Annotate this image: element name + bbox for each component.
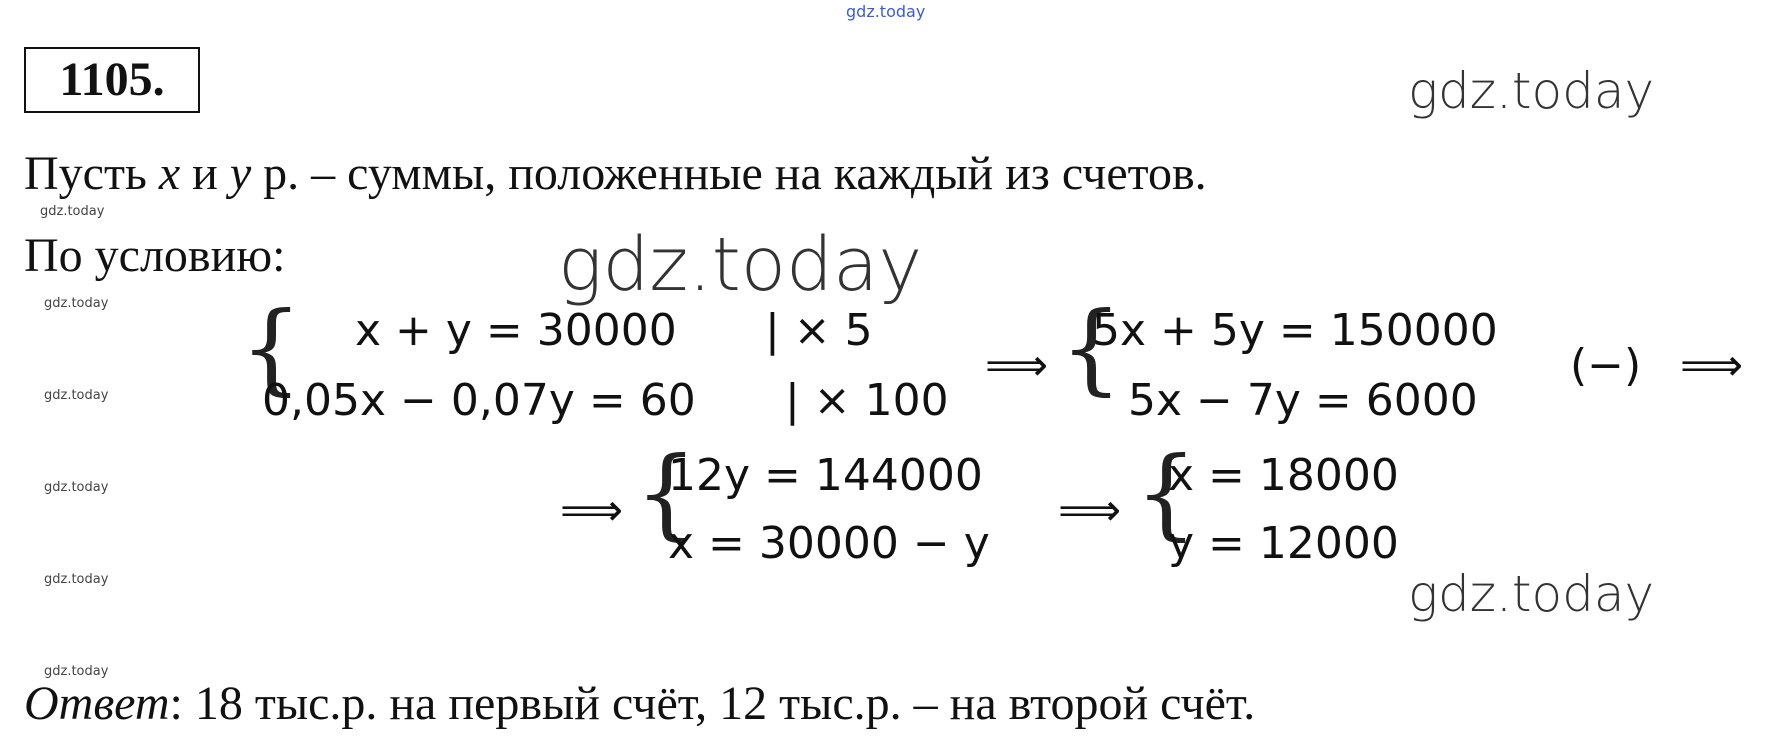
var-y: y <box>229 147 252 200</box>
watermark-small-5: gdz.today <box>44 572 109 587</box>
watermark-center: gdz.today <box>558 222 923 308</box>
system3-brace: { <box>635 437 698 551</box>
implies-arrow-3: ⟹ <box>560 485 624 536</box>
system2-line1: 5x + 5y = 150000 <box>1092 305 1498 356</box>
watermark-small-6: gdz.today <box>44 664 109 679</box>
system4-line2: y = 12000 <box>1168 518 1399 569</box>
system4-brace: { <box>1135 437 1198 551</box>
system1-brace: { <box>240 292 303 406</box>
watermark-right-top: gdz.today <box>1408 62 1655 120</box>
system1-line2: 0,05x − 0,07y = 60 <box>262 375 696 426</box>
subtract-op: (−) <box>1570 340 1642 391</box>
system2-line2: 5x − 7y = 6000 <box>1128 375 1478 426</box>
system3-line2: x = 30000 − y <box>668 518 990 569</box>
system1-line1: x + y = 30000 <box>355 305 677 356</box>
var-x: x <box>158 147 181 200</box>
intro-word1: Пусть <box>24 147 147 200</box>
system1-line1-mult: | × 5 <box>765 305 873 356</box>
intro-word2: и <box>192 147 218 200</box>
system4-line1: x = 18000 <box>1168 450 1399 501</box>
intro-rest: р. – суммы, положенные на каждый из счетов. <box>263 147 1207 200</box>
watermark-small-2: gdz.today <box>44 296 109 311</box>
system2-brace: { <box>1060 292 1123 406</box>
system3-line1: 12y = 144000 <box>668 450 983 501</box>
problem-number: 1105. <box>24 47 200 113</box>
implies-arrow-1: ⟹ <box>985 340 1049 391</box>
watermark-small-1: gdz.today <box>40 204 105 219</box>
condition-label: По условию: <box>24 229 286 282</box>
answer-line <box>24 676 1255 731</box>
intro-line <box>24 146 1207 201</box>
implies-arrow-2: ⟹ <box>1680 340 1744 391</box>
answer-label: Ответ <box>24 677 170 730</box>
implies-arrow-4: ⟹ <box>1058 485 1122 536</box>
watermark-small-4: gdz.today <box>44 480 109 495</box>
watermark-small-3: gdz.today <box>44 388 109 403</box>
watermark-right-bottom: gdz.today <box>1408 565 1655 623</box>
answer-text: : 18 тыс.р. на первый счёт, 12 тыс.р. – на второй счёт. <box>169 677 1256 730</box>
system1-line2-mult: | × 100 <box>785 375 949 426</box>
watermark-top: gdz.today <box>846 2 926 21</box>
